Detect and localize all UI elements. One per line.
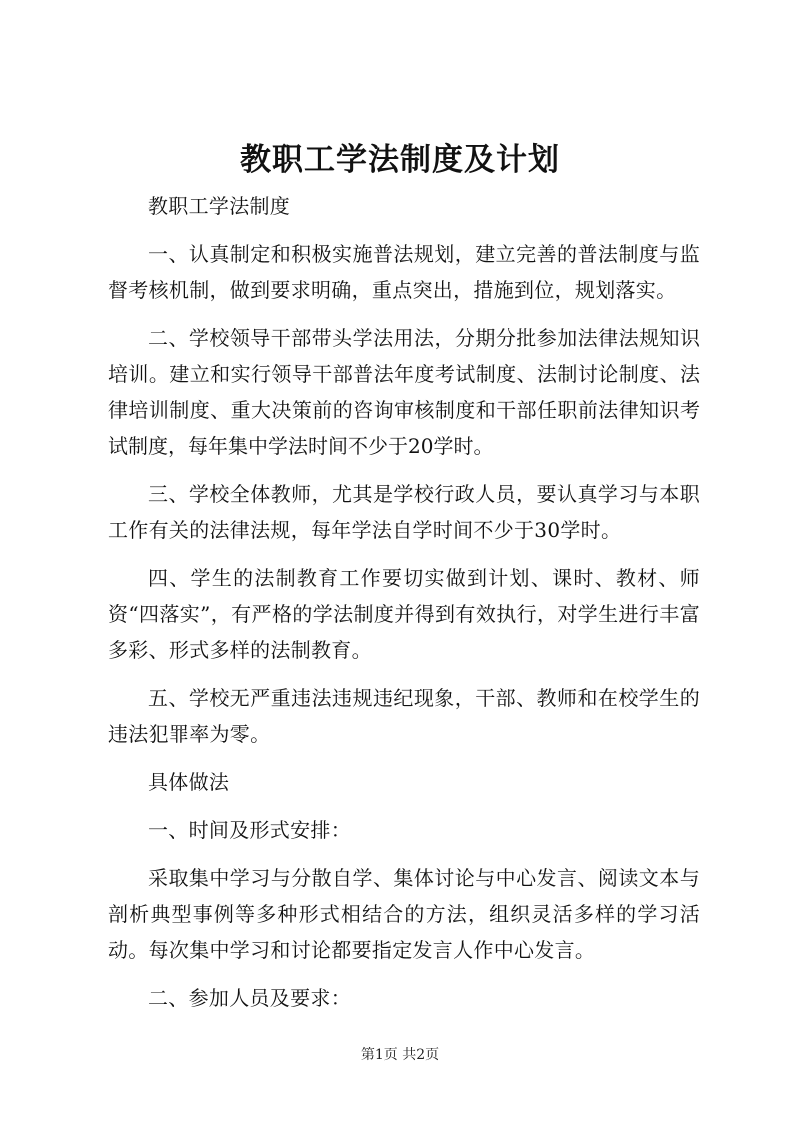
- subheading-participants: 二、参加人员及要求：: [148, 986, 351, 1010]
- paragraph-4: 四、学生的法制教育工作要切实做到计划、课时、教材、师资“四落实”，有严格的学法制度并得到有效执行，对学生进行丰富多彩、形式多样的法制教育。: [108, 566, 700, 662]
- paragraph-5: 五、学校无严重违法违规违纪现象，干部、教师和在校学生的违法犯罪率为零。: [108, 686, 700, 746]
- paragraph-time-format: 采取集中学习与分散自学、集体讨论与中心发言、阅读文本与剖析典型事例等多种形式相结合的方法，组织灵活多样的学习活动。每次集中学习和讨论都要指定发言人作中心发言。: [108, 866, 700, 962]
- document-body: [108, 188, 700, 1028]
- section-heading-method: 具体做法: [148, 770, 230, 794]
- document-title: 教职工学法制度及计划: [240, 142, 560, 178]
- section-heading: 教职工学法制度: [148, 194, 291, 218]
- paragraph-1: 一、认真制定和积极实施普法规划，建立完善的普法制度与监督考核机制，做到要求明确，重点突出，措施到位，规划落实。: [108, 242, 700, 302]
- subheading-time-format: 一、时间及形式安排：: [148, 818, 351, 842]
- page-footer: 第1页 共2页: [360, 1047, 440, 1063]
- paragraph-3: 三、学校全体教师，尤其是学校行政人员，要认真学习与本职工作有关的法律法规，每年学法自学时间不少于30学时。: [108, 482, 700, 542]
- paragraph-2: 二、学校领导干部带头学法用法，分期分批参加法律法规知识培训。建立和实行领导干部普法年度考试制度、法制讨论制度、法律培训制度、重大决策前的咨询审核制度和干部任职前法律知识考试制度，每年集中学法时间不少于20学时。: [108, 326, 700, 458]
